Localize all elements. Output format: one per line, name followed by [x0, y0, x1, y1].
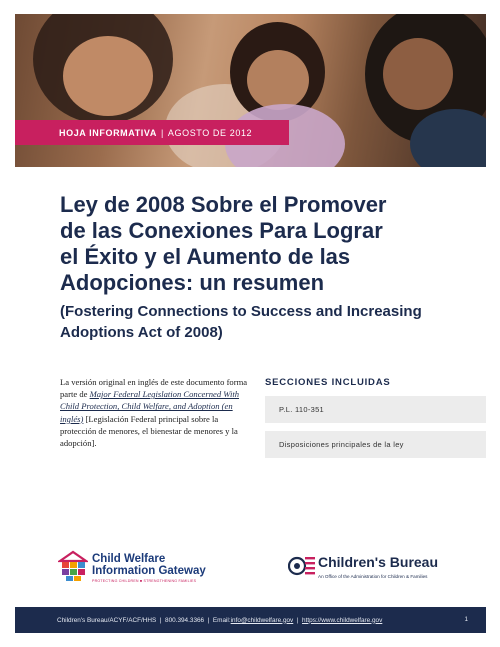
- intro-text-after: [Legislación Federal principal sobre la protección de menores, el bienestar de menores y la adopción].: [60, 413, 238, 449]
- footer-divider: |: [204, 616, 213, 624]
- page-number: 1: [464, 616, 468, 623]
- title-line-4: Adopciones: un resumen: [60, 270, 325, 295]
- flag-swirl-icon: [288, 553, 316, 579]
- intro-text-before: La versión original en inglés de este documento forma parte de: [60, 377, 248, 400]
- subtitle-line-2: Adoptions Act of 2008): [60, 324, 223, 341]
- title-line-2: de las Conexiones Para Lograr: [60, 218, 383, 243]
- intro-paragraph: [60, 376, 252, 449]
- title-line-3: el Éxito y el Aumento de las: [60, 244, 351, 269]
- section-item-label: P.L. 110-351: [279, 405, 325, 414]
- footer-phone: 800.394.3366: [165, 616, 205, 624]
- footer-email-link[interactable]: info@childwelfare.gov: [230, 616, 294, 624]
- cb-logo-name: Children's Bureau: [318, 554, 439, 570]
- page-subtitle: [60, 301, 480, 343]
- house-blocks-icon: [58, 550, 88, 582]
- source-document-link[interactable]: Major Federal Legislation Concerned With Child Protection, Child Welfare, and Adoption (en inglés): [60, 389, 240, 424]
- footer-email-label: Email:: [212, 616, 231, 624]
- title-line-1: Ley de 2008 Sobre el Promover: [60, 192, 387, 217]
- cwig-name-line-1: Child Welfare: [92, 553, 166, 565]
- cwig-logo[interactable]: [58, 547, 218, 583]
- footer-divider: |: [156, 616, 166, 624]
- section-item-main-provisions[interactable]: [265, 431, 486, 458]
- banner-separator: |: [160, 127, 164, 138]
- section-item-pl-110-351[interactable]: [265, 396, 486, 423]
- childrens-bureau-logo[interactable]: [288, 553, 458, 583]
- page-footer: [15, 607, 486, 633]
- section-item-label: Disposiciones principales de la ley: [279, 440, 404, 449]
- footer-divider: |: [293, 616, 303, 624]
- page-title: [60, 192, 480, 296]
- banner-date: AGOSTO DE 2012: [167, 127, 253, 138]
- factsheet-banner: [15, 120, 289, 145]
- cwig-logo-name: [92, 553, 206, 577]
- cwig-tagline: PROTECTING CHILDREN ■ STRENGTHENING FAMILIES: [92, 579, 197, 583]
- footer-website-link[interactable]: https://www.childwelfare.gov: [302, 616, 383, 624]
- cwig-name-line-2: Information Gateway: [92, 565, 206, 577]
- sections-heading: SECCIONES INCLUIDAS: [265, 377, 391, 388]
- footer-org: Children's Bureau/ACYF/ACF/HHS: [57, 616, 157, 624]
- subtitle-line-1: (Fostering Connections to Success and Increasing: [60, 303, 422, 320]
- banner-type-label: HOJA INFORMATIVA: [59, 127, 157, 138]
- cb-tagline: An Office of the Administration for Children & Families: [318, 574, 428, 579]
